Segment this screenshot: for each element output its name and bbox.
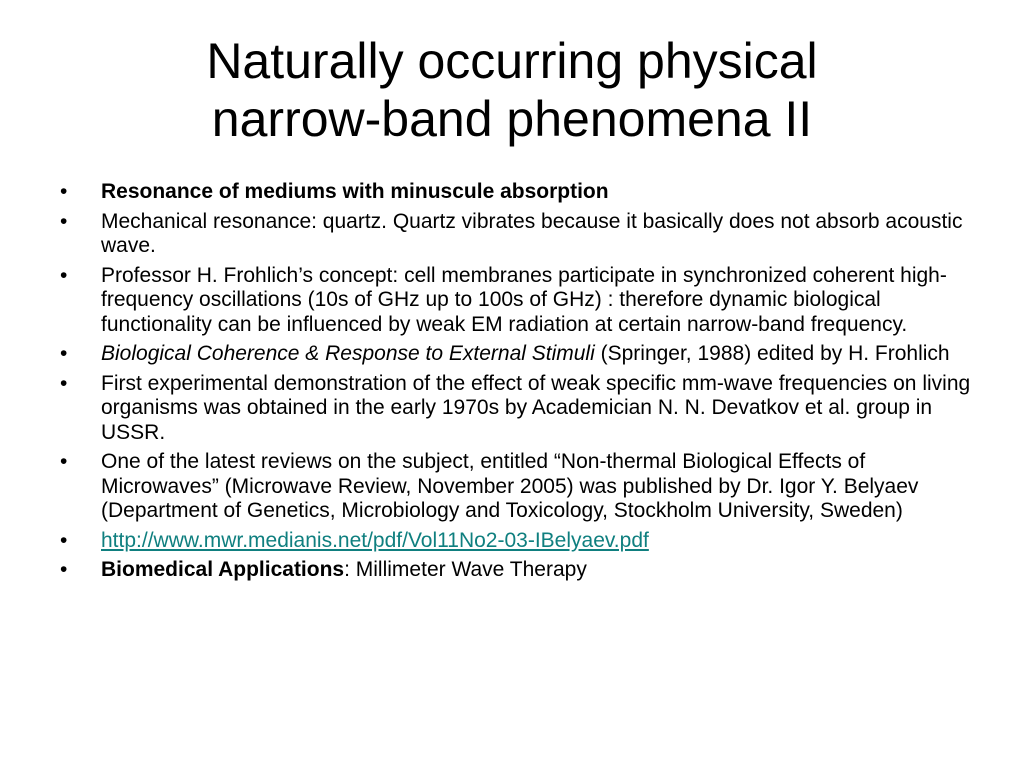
bullet-list <box>60 180 980 588</box>
bullet-heading: Resonance of mediums with minuscule absorption <box>101 180 609 203</box>
bullet-heading: Biomedical Applications <box>101 558 345 581</box>
bullet-marker: • <box>60 209 68 233</box>
bullet-book-reference <box>60 342 980 367</box>
bullet-text: First experimental demonstration of the effect of weak specific mm-wave frequencies on living organisms was obtained in the early 1970s by Academician N. N. Devatkov et al. group in USSR. <box>101 371 971 444</box>
bullet-text: Mechanical resonance: quartz. Quartz vibrates because it basically does not absorb acoustic wave. <box>101 209 963 257</box>
bullet-link <box>60 529 980 554</box>
bullet-text: (Springer, 1988) edited by H. Frohlich <box>594 342 950 365</box>
bullet-text: One of the latest reviews on the subject, entitled “Non-thermal Biological Effects of Microwaves” (Microwave Review, November 2005) was published by Dr. Igor Y. Belyaev (Department of Genetics, Microbiology and Toxicology, Stockholm University, Sweden) <box>101 450 919 522</box>
bullet-marker: • <box>60 528 68 552</box>
slide-title <box>60 32 964 148</box>
bullet-first-demonstration <box>60 372 980 446</box>
bullet-text: : Millimeter Wave Therapy <box>344 558 587 581</box>
title-line-2: narrow-band phenomena II <box>211 91 813 147</box>
bullet-frohlich-concept <box>60 264 980 338</box>
title-line-1: Naturally occurring physical <box>206 33 818 89</box>
bullet-biomedical-applications <box>60 558 980 583</box>
bullet-latest-review <box>60 450 980 524</box>
bullet-marker: • <box>60 180 68 203</box>
book-title: Biological Coherence & Response to External Stimuli <box>101 342 595 365</box>
bullet-marker: • <box>60 263 68 287</box>
bullet-marker: • <box>60 371 68 395</box>
bullet-text: Professor H. Frohlich’s concept: cell membranes participate in synchronized coherent high-frequency oscillations (10s of GHz up to 100s of GHz) : therefore dynamic biological functionality can be influenced by weak EM radiation at certain narrow-band frequency. <box>101 263 947 336</box>
bullet-mechanical-resonance <box>60 210 980 259</box>
bullet-marker: • <box>60 450 68 473</box>
bullet-resonance-mediums <box>60 180 980 205</box>
pdf-link[interactable]: http://www.mwr.medianis.net/pdf/Vol11No2-03-IBelyaev.pdf <box>101 528 649 552</box>
bullet-marker: • <box>60 342 68 365</box>
bullet-marker: • <box>60 558 68 581</box>
